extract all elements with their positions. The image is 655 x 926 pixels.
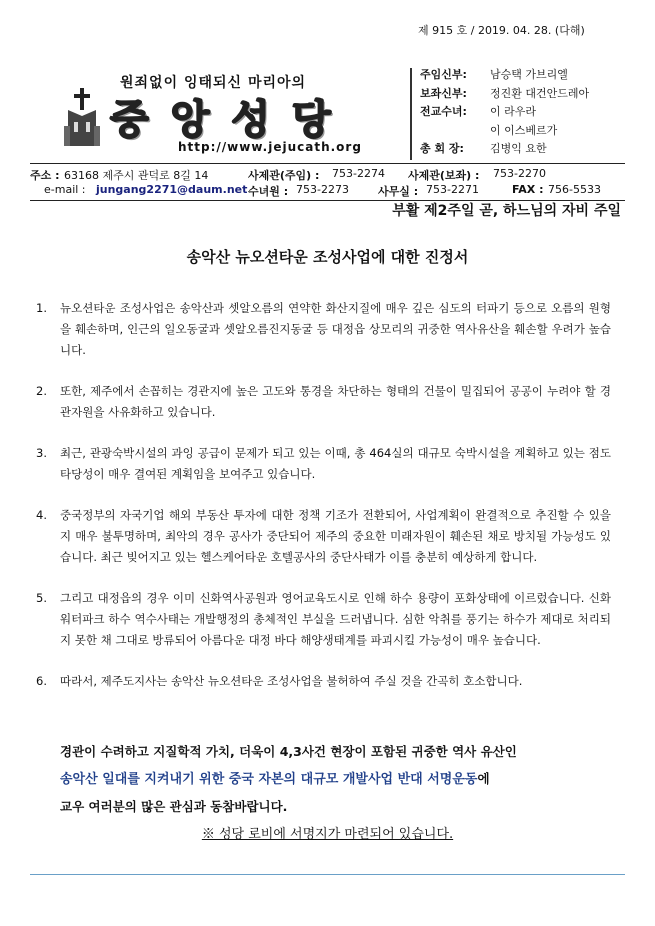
header-rule-top <box>30 163 625 164</box>
list-item: 2. 또한, 제주에서 손꼽히는 경관지에 높은 고도와 통경을 차단하는 형태의 건물이 밀집되어 공공이 누려야 할 경관자원을 사유화하고 있습니다. <box>36 384 611 419</box>
office-label: 사무실 : <box>378 185 419 198</box>
staff-list <box>420 66 589 159</box>
footer-rule <box>30 874 625 875</box>
staff-row: 이 이스베르가 <box>490 123 558 137</box>
document-title: 송악산 뉴오션타운 조성사업에 대한 진정서 <box>186 248 469 266</box>
address: 63168 제주시 관덕로 8길 14 <box>64 169 209 182</box>
office-phone: 753-2271 <box>426 183 479 196</box>
staff-row: 전교수녀: 이 라우라 <box>420 105 537 118</box>
masthead-title: 중앙성당 <box>110 96 353 143</box>
staff-row: 총 회 장: 김병익 요한 <box>420 142 547 155</box>
rectory-assist-label: 사제관(보좌) : <box>408 169 480 182</box>
convent-phone: 753-2273 <box>296 183 349 196</box>
list-item: 6. 따라서, 제주도지사는 송악산 뉴오션타운 조성사업을 불허하여 주실 것을 간곡히 호소합니다. <box>36 674 523 688</box>
rectory-assist-phone: 753-2270 <box>493 167 546 180</box>
appeal-block <box>60 738 620 820</box>
appeal-line-3: 교우 여러분의 많은 관심과 동참바랍니다. <box>60 799 288 814</box>
church-cross-icon <box>62 86 102 148</box>
signature-notice: ※ 성당 로비에 서명지가 마련되어 있습니다. <box>201 827 454 842</box>
staff-row: 주임신부: 남승택 가브리엘 <box>420 68 568 81</box>
issue-info: 제 915 호 / 2019. 04. 28. (다해) <box>418 24 585 37</box>
appeal-highlight: 송악산 일대를 지켜내기 위한 중국 자본의 대규모 개발사업 반대 서명운동 <box>60 772 478 787</box>
fax-number: 756-5533 <box>548 183 601 196</box>
appeal-line-2: 송악산 일대를 지켜내기 위한 중국 자본의 대규모 개발사업 반대 서명운동에 <box>60 771 490 787</box>
list-item: 1. 뉴오션타운 조성사업은 송악산과 셋알오름의 연약한 화산지질에 매우 깊은 심도의 터파기 등으로 오름의 원형을 훼손하며, 인근의 일오동굴과 셋알오름진지동굴 등 대정읍 상모리의 귀중한 역사유산을 훼손할 우려가 높습니다. <box>36 301 611 357</box>
fax-label: FAX : <box>512 183 544 196</box>
rectory-main-phone: 753-2274 <box>332 167 385 180</box>
list-item: 3. 최근, 관광숙박시설의 과잉 공급이 문제가 되고 있는 이때, 총 464실의 대규모 숙박시설을 계획하고 있는 점도 타당성이 매우 결여된 계획임을 보여주고 있습니다. <box>36 446 611 481</box>
email-label: e-mail : <box>44 183 86 196</box>
appeal-line-1: 경관이 수려하고 지질학적 가치, 더욱이 4,3사건 현장이 포함된 귀중한 역사 유산인 <box>60 744 517 759</box>
list-item: 5. 그리고 대정읍의 경우 이미 신화역사공원과 영어교육도시로 인해 하수 용량이 포화상태에 이르렀습니다. 신화워터파크 하수 역수사태는 개발행정의 총체적인 부실을 드러냅니다. 심한 악취를 풍기는 하수가 제대로 처리되지 못한 채 그대로 방류되어 아름다운 대정 바다 해양생태계를 파괴시킬 가능성이 매우 높습니다. <box>36 591 611 647</box>
header-divider <box>410 68 412 160</box>
petition-list <box>36 298 611 712</box>
convent-label: 수녀원 : <box>248 185 289 198</box>
staff-row: 보좌신부: 정진환 대건안드레아 <box>420 86 590 100</box>
tagline: 원죄없이 잉태되신 마리아의 <box>120 75 307 91</box>
liturgical-day: 부활 제2주일 곧, 하느님의 자비 주일 <box>392 203 621 219</box>
website-link[interactable]: http://www.jejucath.org <box>178 140 362 154</box>
rectory-main-label: 사제관(주임) : <box>248 169 320 182</box>
email-link[interactable]: jungang2271@daum.net <box>96 183 248 196</box>
address-label: 주소 : <box>30 169 60 182</box>
list-item: 4. 중국정부의 자국기업 해외 부동산 투자에 대한 정책 기조가 전환되어, 사업계획이 완결적으로 추진할 수 있을지 매우 불투명하며, 최악의 경우 공사가 중단되어 제주의 중요한 미래자원이 훼손된 채로 방치될 가능성도 있습니다. 최근 빚어지고 있는 헬스케어타운 호텔공사의 중단사태가 이를 충분히 예상하게 합니다. <box>36 508 611 564</box>
